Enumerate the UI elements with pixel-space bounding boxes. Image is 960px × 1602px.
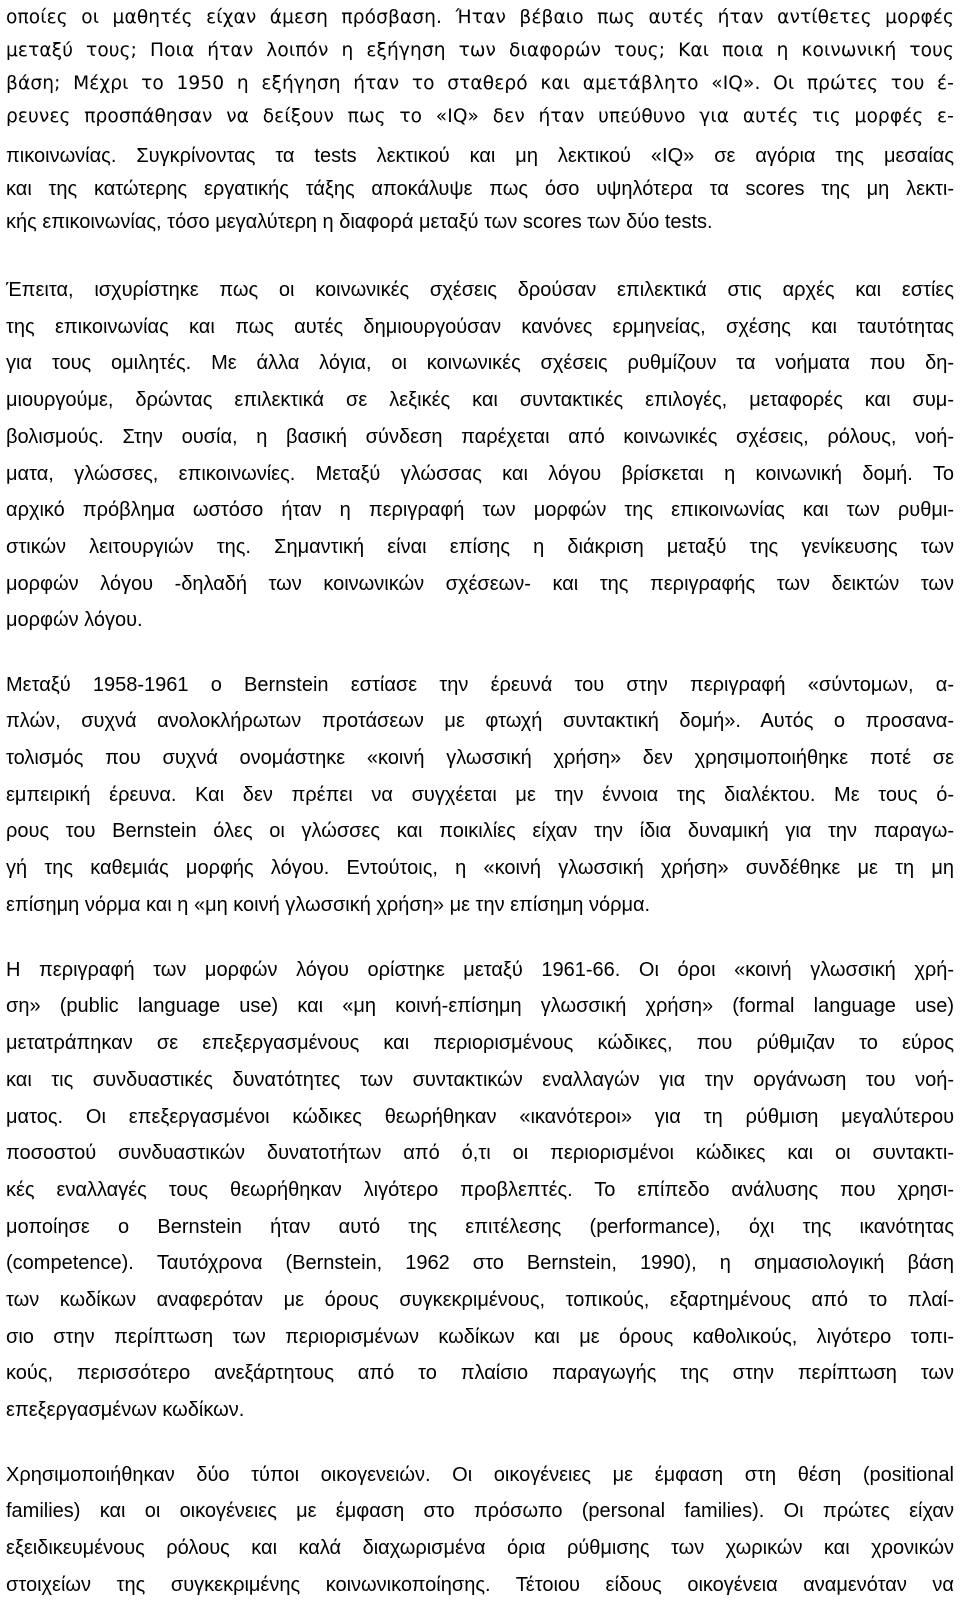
paragraph-1-line-6: και της κατώτερης εργατικής τάξης αποκάλυψε πως όσο υψηλότερα τα scores της μη λεκτι- [6,178,954,200]
paragraph-2-line-2: της επικοινωνίας και πως αυτές δημιουργούσαν κανόνες ερμηνείας, σχέσης και ταυτότητας [6,316,954,338]
paragraph-5-line-1: Χρησιμοποιήθηκαν δύο τύποι οικογενειών. Οι οικογένειες με έμφαση στη θέση (positional [6,1464,954,1486]
paragraph-1-line-4: ρευνες προσπάθησαν να δείξουν πως το «IQ» δεν ήταν υπεύθυνο για αυτές τις μορφές ε- [6,106,954,127]
paragraph-3-line-6: γή της καθεμιάς μορφής λόγου. Εντούτοις, η «κοινή γλωσσική χρήση» συνδέθηκε με τη μη [6,857,954,879]
paragraph-4-line-9: (competence). Ταυτόχρονα (Bernstein, 1962 στο Bernstein, 1990), η σημασιολογική βάση [6,1252,954,1274]
paragraph-1-line-5: πικοινωνίας. Συγκρίνοντας τα tests λεκτικού και μη λεκτικού «IQ» σε αγόρια της μεσαίας [6,145,954,167]
paragraph-2-line-6: ματα, γλώσσες, επικοινωνίες. Μεταξύ γλώσσας και λόγου βρίσκεται η κοινωνική δομή. Το [6,463,954,485]
paragraph-1-line-3: βάση; Μέχρι το 1950 η εξήγηση ήταν το σταθερό και αμετάβλητο «IQ». Οι πρώτες του έ- [6,73,954,94]
paragraph-2-line-5: βολισμούς. Στην ουσία, η βασική σύνδεση παρέχεται από κοινωνικές σχέσεις, ρόλους, νοή- [6,426,954,448]
paragraph-4-line-12: κούς, περισσότερο ανεξάρτητους από το πλαίσιο παραγωγής της στην περίπτωση των [6,1362,954,1384]
paragraph-4-line-6: ποσοστού συνδυαστικών δυνατοτήτων από ό,τι οι περιορισμένοι κώδικες και οι συντακτι- [6,1142,954,1164]
paragraph-4-line-1: Η περιγραφή των μορφών λόγου ορίστηκε μεταξύ 1961-66. Οι όροι «κοινή γλωσσική χρή- [6,959,954,981]
paragraph-4-line-8: μοποίησε ο Bernstein ήταν αυτό της επιτέλεσης (performance), όχι της ικανότητας [6,1216,954,1238]
paragraph-2-line-8: στικών λειτουργιών της. Σημαντική είναι επίσης η διάκριση μεταξύ της γενίκευσης των [6,536,954,558]
paragraph-2-line-1: Έπειτα, ισχυρίστηκε πως οι κοινωνικές σχέσεις δρούσαν επιλεκτικά στις αρχές και εστίες [6,279,954,301]
paragraph-4-line-4: και τις συνδυαστικές δυνατότητες των συντακτικών εναλλαγών για την οργάνωση του νοή- [6,1069,954,1091]
paragraph-3-line-2: πλών, συχνά ανολοκλήρωτων προτάσεων με φτωχή συντακτική δομή». Αυτός ο προσανα- [6,710,954,732]
paragraph-4-line-11: σιο στην περίπτωση των περιορισμένων κωδίκων και με όρους καθολικούς, λιγότερο τοπι- [6,1326,954,1348]
paragraph-5-line-4: στοιχείων της συγκεκριμένης κοινωνικοποίησης. Τέτοιου είδους οικογένεια αναμενόταν να [6,1574,954,1596]
paragraph-4-line-5: ματος. Οι επεξεργασμένοι κώδικες θεωρήθηκαν «ικανότεροι» για τη ρύθμιση μεγαλύτερου [6,1106,954,1128]
paragraph-4-line-2: ση» (public language use) και «μη κοινή-επίσημη γλωσσική χρήση» (formal language use) [6,995,954,1017]
paragraph-3-line-5: ρους του Bernstein όλες οι γλώσσες και ποικιλίες είχαν την ίδια δυναμική για την παραγω- [6,820,954,842]
paragraph-2-line-10: μορφών λόγου. [6,609,143,631]
paragraph-5-line-3: εξειδικευμένους ρόλους και καλά διαχωρισμένα όρια ρύθμισης των χωρικών και χρονικών [6,1537,954,1559]
paragraph-4-line-10: των κωδίκων αναφερόταν με όρους συγκεκριμένους, τοπικούς, εξαρτημένους από το πλαί- [6,1289,954,1311]
paragraph-2-line-3: για τους ομιλητές. Με άλλα λόγια, οι κοινωνικές σχέσεις ρυθμίζουν τα νοήματα που δη- [6,352,954,374]
paragraph-4-line-7: κές εναλλαγές τους θεωρήθηκαν λιγότερο προβλεπτές. Το επίπεδο ανάλυσης που χρησι- [6,1179,954,1201]
paragraph-3-line-7: επίσημη νόρμα και η «μη κοινή γλωσσική χρήση» με την επίσημη νόρμα. [6,894,651,916]
paragraph-4-line-3: μετατράπηκαν σε επεξεργασμένους και περιορισμένους κώδικες, που ρύθμιζαν το εύρος [6,1032,954,1054]
paragraph-2-line-7: αρχικό πρόβλημα ωστόσο ήταν η περιγραφή των μορφών της επικοινωνίας και των ρυθμι- [6,499,954,521]
paragraph-3-line-1: Μεταξύ 1958-1961 ο Bernstein εστίασε την έρευνά του στην περιγραφή «σύντομων, α- [6,674,954,696]
paragraph-2-line-9: μορφών λόγου -δηλαδή των κοινωνικών σχέσεων- και της περιγραφής των δεικτών των [6,573,954,595]
paragraph-5-line-2: families) και οι οικογένειες με έμφαση στο πρόσωπο (personal families). Οι πρώτες είχαν [6,1500,954,1522]
paragraph-1-line-7: κής επικοινωνίας, τόσο μεγαλύτερη η διαφορά μεταξύ των scores των δύο tests. [6,211,713,233]
paragraph-1-line-2: μεταξύ τους; Ποια ήταν λοιπόν η εξήγηση των διαφορών τους; Και ποια η κοινωνική τους [6,40,954,61]
paragraph-3-line-3: τολισμός που συχνά ονομάστηκε «κοινή γλωσσική χρήση» δεν χρησιμοποιήθηκε ποτέ σε [6,747,954,769]
paragraph-4-line-13: επεξεργασμένων κωδίκων. [6,1399,245,1421]
paragraph-3-line-4: εμπειρική έρευνα. Και δεν πρέπει να συγχέεται με την έννοια της διαλέκτου. Με τους ό- [6,784,954,806]
paragraph-2-line-4: μιουργούμε, δρώντας επιλεκτικά σε λεξικές και συντακτικές επιλογές, μεταφορές και συμ- [6,389,954,411]
paragraph-1-line-1: οποίες οι μαθητές είχαν άμεση πρόσβαση. Ήταν βέβαιο πως αυτές ήταν αντίθετες μορφές [6,7,954,28]
